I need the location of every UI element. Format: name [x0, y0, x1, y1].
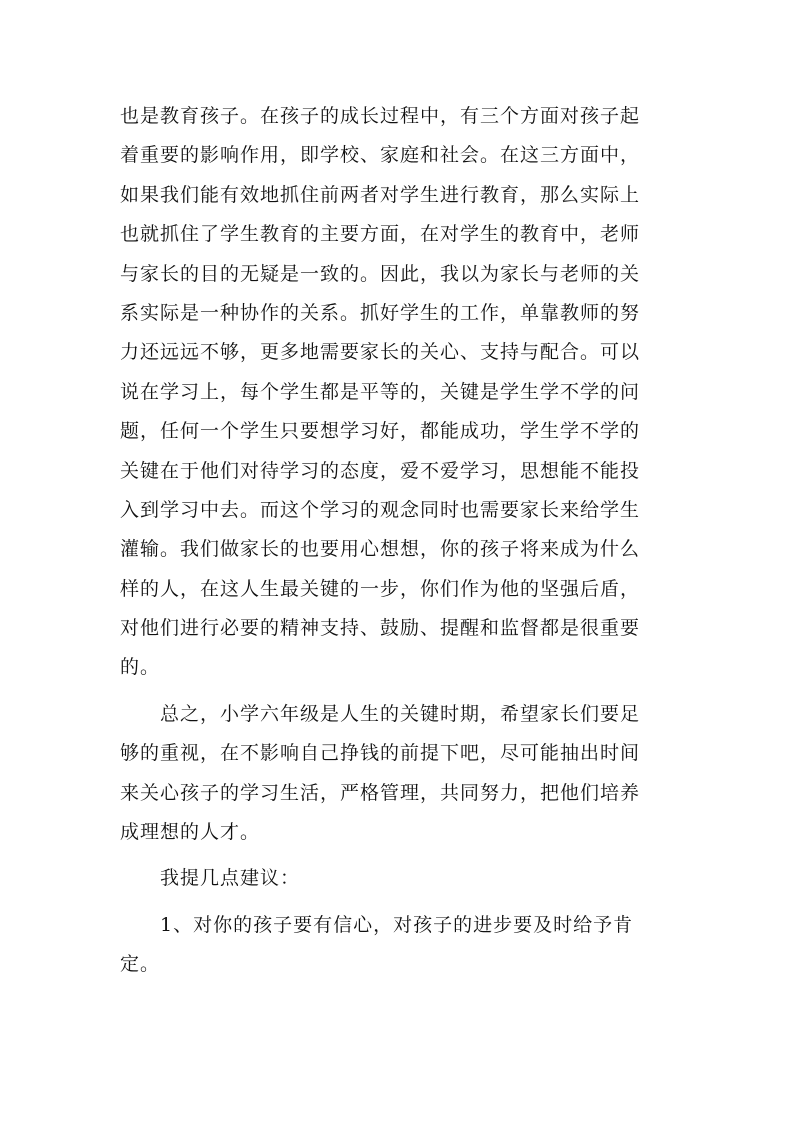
text-line: 也就抓住了学生教育的主要方面，在对学生的教育中，老师	[120, 223, 641, 246]
text-line: 关键在于他们对待学习的态度，爱不爱学习，思想能不能投	[120, 459, 641, 482]
text-line: 1、对你的孩子要有信心，对孩子的进步要及时给予肯	[120, 913, 634, 936]
text-line: 力还远远不够，更多地需要家长的关心、支持与配合。可以	[120, 341, 641, 364]
text-line: 的。	[120, 656, 161, 679]
text-line: 与家长的目的无疑是一致的。因此，我以为家长与老师的关	[120, 262, 641, 285]
paragraph-3	[120, 859, 680, 898]
text-line: 定。	[120, 953, 161, 976]
text-line: 也是教育孩子。在孩子的成长过程中，有三个方面对孩子起	[120, 105, 641, 127]
paragraph-2	[120, 695, 680, 853]
text-line: 如果我们能有效地抓住前两者对学生进行教育，那么实际上	[120, 183, 641, 206]
text-line: 题，任何一个学生只要想学习好，都能成功，学生学不学的	[120, 420, 641, 443]
text-line: 对他们进行必要的精神支持、鼓励、提醒和监督都是很重要	[120, 617, 641, 640]
document-body	[120, 97, 680, 985]
paragraph-spacer	[120, 852, 680, 859]
text-line: 系实际是一种协作的关系。抓好学生的工作，单靠教师的努	[120, 301, 641, 324]
paragraph-spacer	[120, 688, 680, 695]
text-line: 入到学习中去。而这个学习的观念同时也需要家长来给学生	[120, 498, 641, 521]
paragraph-4	[120, 906, 680, 985]
text-line: 样的人，在这人生最关键的一步，你们作为他的坚强后盾，	[120, 577, 641, 600]
text-line: 成理想的人才。	[120, 821, 261, 844]
paragraph-1	[120, 97, 680, 688]
text-line: 着重要的影响作用，即学校、家庭和社会。在这三方面中，	[120, 144, 641, 167]
text-line: 我提几点建议：	[120, 867, 301, 890]
text-line: 来关心孩子的学习生活，严格管理，共同努力，把他们培养	[120, 781, 641, 804]
text-line: 灌输。我们做家长的也要用心想想，你的孩子将来成为什么	[120, 538, 641, 561]
text-line: 说在学习上，每个学生都是平等的，关键是学生学不学的问	[120, 380, 641, 403]
text-line: 总之，小学六年级是人生的关键时期，希望家长们要足	[120, 702, 641, 725]
text-line: 够的重视，在不影响自己挣钱的前提下吧，尽可能抽出时间	[120, 742, 641, 765]
paragraph-spacer	[120, 899, 680, 906]
